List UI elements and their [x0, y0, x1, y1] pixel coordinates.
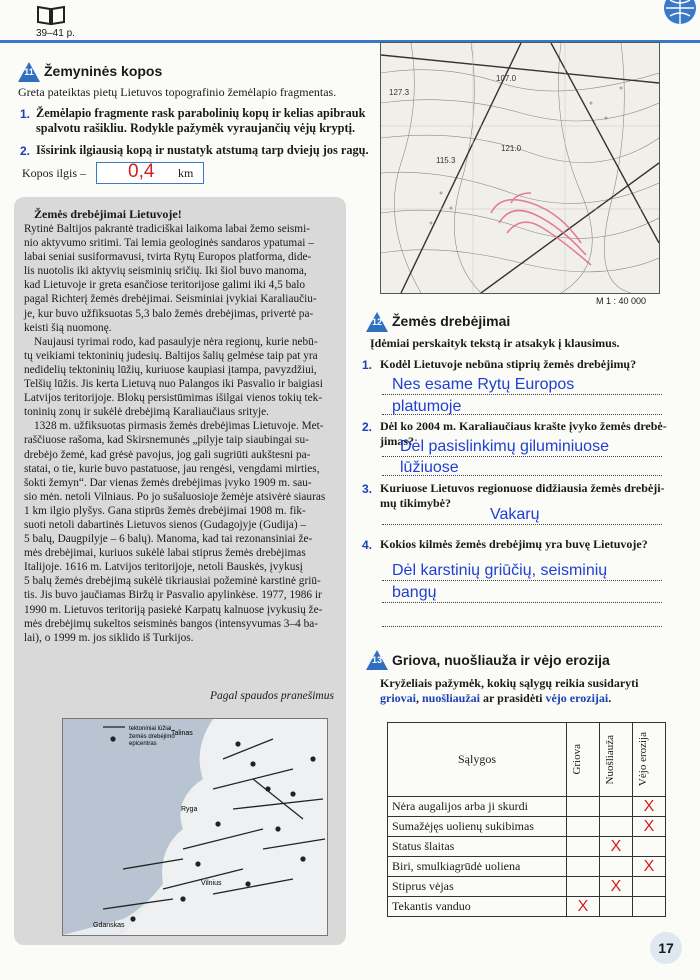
- page-reference: 39–41 p.: [36, 28, 75, 39]
- checkbox-cell[interactable]: [633, 877, 666, 897]
- article-line: 1990 m. Lietuvos teritoriją pasiekė Karpatų kalnuose įvykusių že-: [24, 603, 323, 616]
- article-line: pagal Richterį žemės drebėjimai. Seisminiai įvykiai Karaliaučiu-: [24, 293, 317, 306]
- place-label: Gdanskas: [93, 922, 125, 929]
- answer-line: [382, 524, 662, 525]
- table-row: [388, 857, 666, 877]
- article-line: šokti žemyn“. Dar vienas žemės drebėjimas įvyko 1909 m. sau-: [24, 476, 312, 489]
- q3-answer: Vakarų: [490, 506, 540, 523]
- article-source: Pagal spaudos pranešimus: [210, 690, 334, 702]
- condition-label: Nėra augalijos arba ji skurdi: [388, 797, 567, 817]
- task-2-text: Išsirink ilgiausią kopą ir nustatyk atstumą tarp dviejų jos ragų.: [36, 143, 369, 157]
- article-line: tis. Jis buvo jaučiamas Biržų ir Pasvalio apylinkėse. 1977, 1986 ir: [24, 589, 322, 602]
- q4-answer-line1: Dėl karstinių griūčių, seisminių: [392, 562, 608, 579]
- article-line: nio aktyvumo sritimi. Tai lemia geologinės sandaros ypatumai –: [24, 237, 314, 250]
- article-line: Telšių lūžis. Jis kerta Lietuvą nuo Palangos iki Pasvalio ir baigiasi: [24, 378, 323, 391]
- article-line: nedidelių tektoninių lūžių, kuriuose kaupiasi įtampa, pavyzdžiui,: [24, 363, 317, 376]
- article-line: kad Lietuvoje ir greta esančiose teritorijose galimi iki 4,5 balo: [24, 279, 306, 292]
- table-row: [388, 837, 666, 857]
- task-1-number: 1.: [20, 107, 31, 121]
- checkbox-cell[interactable]: X: [567, 897, 600, 917]
- place-label: Ryga: [181, 806, 198, 813]
- checkbox-cell[interactable]: X: [633, 857, 666, 877]
- checkbox-cell[interactable]: [567, 857, 600, 877]
- legend-epicenter: žemės drebėjimo: [129, 734, 175, 740]
- section-12-badge: 12: [366, 312, 388, 337]
- article-title: Žemės drebėjimai Lietuvoje!: [34, 207, 182, 221]
- section-12-intro: Įdėmiai perskaityk tekstą ir atsakyk į klausimus.: [370, 336, 620, 350]
- q3-number: 3.: [362, 482, 373, 496]
- checkbox-cell[interactable]: X: [633, 797, 666, 817]
- checkbox-cell[interactable]: [600, 897, 633, 917]
- term-griova: griovai: [380, 691, 416, 705]
- article-line: lis nuotolis iki aktyvių seisminių sričių. Iki šiol buvo manoma,: [24, 265, 307, 278]
- q1-answer-line2: platumoje: [392, 398, 462, 415]
- q1-answer-line1: Nes esame Rytų Europos: [392, 376, 575, 393]
- col-nuosliauza: Nuošliauža: [600, 723, 633, 797]
- table-row: [388, 797, 666, 817]
- article-line: 5 balų žemės drebėjimą sukėlė tikriausiai požeminė karstinė griū-: [24, 575, 321, 588]
- article-line: mės drebėjimai, kuriuos sukėlė labai stiprus žemės drebėjimas: [24, 547, 306, 560]
- condition-label: Biri, smulkiagrūdė uoliena: [388, 857, 567, 877]
- map-scale: M 1 : 40 000: [596, 296, 647, 306]
- article-line: raščiuose rašoma, kad Skirsnemunės „pilyje taip siaubingai su-: [24, 434, 309, 447]
- term-vejo-erozija: vėjo erozijai: [545, 691, 609, 705]
- checkbox-cell[interactable]: [567, 797, 600, 817]
- article-line: 5 balų, Daugpilyje – 6 balų). Manoma, kad tai rezonansiniai že-: [24, 533, 313, 546]
- checkbox-cell[interactable]: [600, 857, 633, 877]
- term-nuosliauza: nuošliaužai: [422, 691, 481, 705]
- article-line: Latvijos teritorijoje. Blokų persistūmimas išilgai vienos tokių tek-: [24, 392, 323, 405]
- answer-line: [382, 456, 662, 457]
- article-body: [24, 222, 342, 645]
- topo-label: 121.0: [501, 144, 522, 153]
- dune-length-unit: km: [178, 166, 194, 180]
- checkbox-cell[interactable]: X: [600, 877, 633, 897]
- q4-answer-line2: bangų: [392, 584, 437, 601]
- topo-label: 107.0: [496, 74, 517, 83]
- section-11-intro: Greta pateiktas pietų Lietuvos topografinio žemėlapio fragmentas.: [18, 85, 337, 99]
- section-12-title: Žemės drebėjimai: [392, 313, 511, 329]
- place-label: Talinas: [171, 730, 193, 737]
- answer-line: [382, 626, 662, 627]
- condition-label: Status šlaitas: [388, 837, 567, 857]
- q2-text: Dėl ko 2004 m. Karaliaučiaus krašte įvyko žemės drebė- jimas?: [380, 419, 667, 448]
- checkbox-cell[interactable]: [633, 897, 666, 917]
- section-13-intro: Kryželiais pažymėk, kokių sąlygų reikia susidaryti griovai, nuošliaužai ar prasidėti vėjo erozijai.: [380, 676, 639, 705]
- article-line: Naujausi tyrimai rodo, kad pasaulyje nėra regionų, kurie nebū-: [34, 335, 318, 348]
- checkbox-cell[interactable]: [567, 877, 600, 897]
- article-line: 1 km ilgio plyšys. Gana stiprūs žemės drebėjimai 1908 m. fik-: [24, 504, 306, 517]
- legend-epicenter-2: epicentras: [129, 741, 157, 747]
- checkbox-cell[interactable]: [600, 817, 633, 837]
- topographic-map: [380, 42, 660, 294]
- table-row: [388, 817, 666, 837]
- book-icon: [36, 4, 66, 26]
- earthquake-map: [62, 718, 328, 936]
- topographic-map-drawing: [381, 43, 659, 293]
- condition-label: Tekantis vanduo: [388, 897, 567, 917]
- dune-length-label: Kopos ilgis –: [22, 166, 87, 180]
- table-row: [388, 877, 666, 897]
- article-line: 1328 m. užfiksuotas pirmasis žemės drebėjimas Lietuvoje. Met-: [34, 420, 324, 433]
- article-line: je, kur buvo užfiksuotas 5,3 balo žemės drebėjimas, privertė pa-: [24, 307, 314, 320]
- globe-icon: [660, 0, 696, 26]
- checkbox-cell[interactable]: [633, 837, 666, 857]
- q2-number: 2.: [362, 420, 373, 434]
- section-11-title: Žemyninės kopos: [44, 63, 163, 79]
- checkbox-cell[interactable]: [567, 837, 600, 857]
- article-line: toninių zonų ir sukėlė drebėjimą Karaliaučiaus srityje.: [24, 406, 270, 419]
- article-line: Rytinė Baltijos pakrantė tradiciškai laikoma labai žemo seismi-: [24, 223, 310, 235]
- col-vejo-erozija: Vėjo erozija: [633, 723, 666, 797]
- conditions-table: [387, 722, 666, 917]
- q4-number: 4.: [362, 538, 373, 552]
- article-line: keisti šią nuomonę.: [24, 321, 112, 334]
- article-line: tų veikiami tektoninių judesių. Baltijos šalių gelmėse taip pat yra: [24, 349, 318, 362]
- earthquake-map-drawing: [63, 719, 327, 935]
- dune-length-value: 0,4: [128, 161, 155, 182]
- place-label: Vilnius: [201, 880, 222, 887]
- checkbox-cell[interactable]: X: [600, 837, 633, 857]
- q1-text: Kodėl Lietuvoje nebūna stiprių žemės drebėjimų?: [380, 357, 637, 371]
- article-line: labai seniai susiformavusi, tvirta Rytų Europos platforma, dide-: [24, 251, 312, 264]
- answer-line: [382, 602, 662, 603]
- section-11-badge: 11: [18, 62, 40, 87]
- section-13-badge: 13: [366, 650, 388, 675]
- q3-text: Kuriuose Lietuvos regionuose didžiausia žemės drebėji- mų tikimybė?: [380, 481, 665, 510]
- table-header: Sąlygos: [388, 723, 567, 797]
- article-line: Italijoje. 1616 m. Latvijos teritorijoje, netoli Bauskės, įvykusį: [24, 561, 303, 574]
- article-line: lai), o 1999 m. jos siklido iš Turkijos.: [24, 631, 194, 644]
- task-2-number: 2.: [20, 144, 31, 158]
- checkbox-cell[interactable]: [567, 817, 600, 837]
- answer-line: [382, 475, 662, 476]
- q4-text: Kokios kilmės žemės drebėjimų yra buvę Lietuvoje?: [380, 537, 648, 551]
- answer-line: [382, 394, 662, 395]
- article-line: sio mėn. netoli Vilniaus. Po jo sušaluosioje žemėje atsivėrė siauras: [24, 490, 326, 503]
- article-line: statai, o tie, kurie buvo pastatuose, jau rengėsi, vengdami mirties,: [24, 462, 320, 475]
- legend-faults: tektoniniai lūžiai: [129, 726, 172, 732]
- article-line: mės drebėjimų sukeltos seisminės bangos (intensyvumas 3–4 ba-: [24, 617, 318, 630]
- article-line: suoti netoli dabartinės Lietuvos sienos (Gudagojyje (Gudija) –: [24, 518, 307, 531]
- article-line: drebėjo žemė, kad grėsė pavojus, jog gali sugriūti aukštesni pa-: [24, 448, 311, 461]
- checkbox-cell[interactable]: X: [633, 817, 666, 837]
- answer-line: [382, 580, 662, 581]
- topo-label: 127.3: [389, 88, 410, 97]
- section-13-title: Griova, nuošliauža ir vėjo erozija: [392, 652, 610, 668]
- page-number: 17: [650, 932, 682, 964]
- task-1-text: Žemėlapio fragmente rask parabolinių kopų ir kelias apibrauk spalvotu rašikliu. Rodykle pažymėk vyraujančių vėjų kryptį.: [36, 106, 366, 135]
- answer-line: [382, 414, 662, 415]
- q1-number: 1.: [362, 358, 373, 372]
- checkbox-cell[interactable]: [600, 797, 633, 817]
- condition-label: Sumažėjęs uolienų sukibimas: [388, 817, 567, 837]
- condition-label: Stiprus vėjas: [388, 877, 567, 897]
- topo-label: 115.3: [436, 156, 456, 165]
- col-griova: Griova: [567, 723, 600, 797]
- q2-answer-line2: lūžiuose: [400, 459, 459, 476]
- table-row: [388, 897, 666, 917]
- q2-answer-line1: Dėl pasislinkimų giluminiuose: [400, 438, 609, 455]
